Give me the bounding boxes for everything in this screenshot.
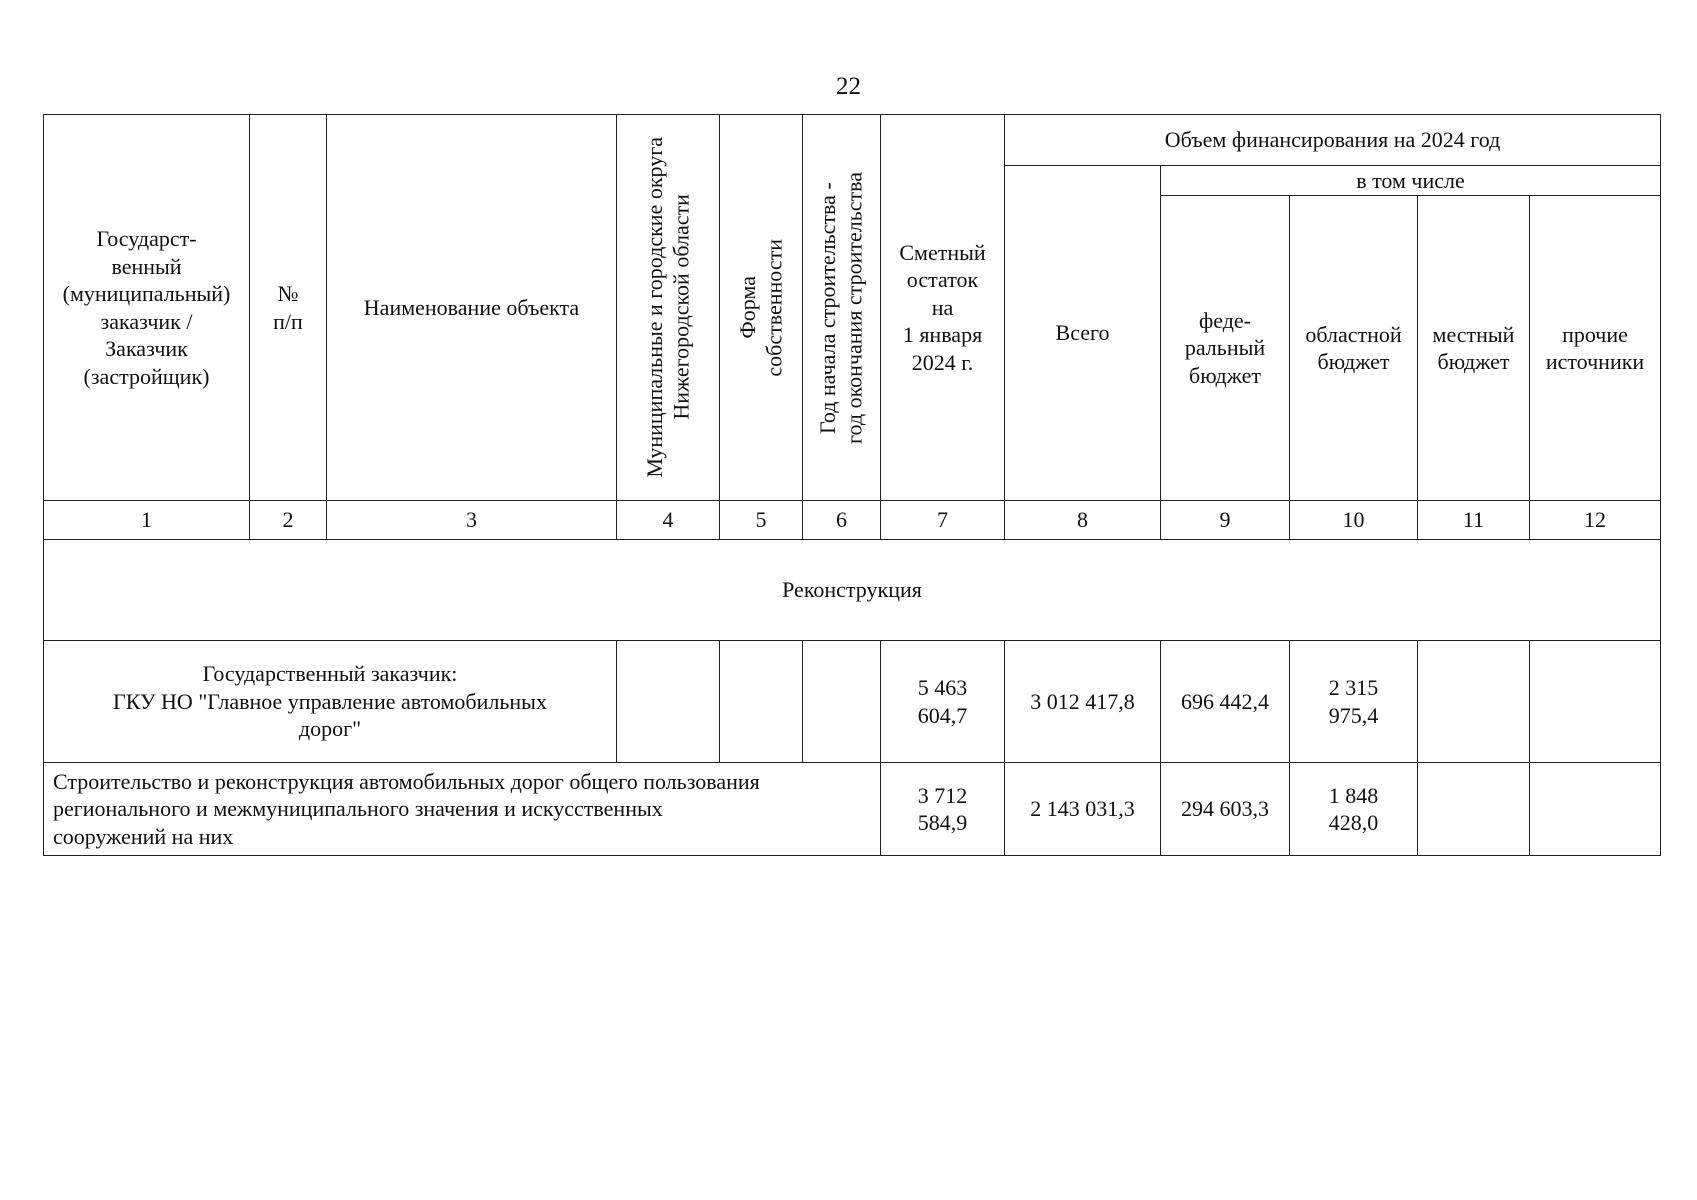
column-number: 11 — [1418, 501, 1530, 540]
header-total: Всего — [1005, 166, 1161, 501]
local-value — [1418, 641, 1530, 763]
column-number: 12 — [1530, 501, 1661, 540]
other-value — [1530, 641, 1661, 763]
other-value — [1530, 763, 1661, 856]
column-number: 3 — [327, 501, 617, 540]
column-number: 6 — [803, 501, 881, 540]
header-customer: Государст- венный (муниципальный) заказчик / Заказчик (застройщик) — [44, 115, 250, 501]
header-local: местный бюджет — [1418, 196, 1530, 501]
column-number: 7 — [881, 501, 1005, 540]
customer-name: Государственный заказчик: ГКУ НО "Главное управление автомобильных дорог" — [44, 641, 617, 763]
header-object-name: Наименование объекта — [327, 115, 617, 501]
customer-row — [44, 641, 1661, 763]
local-value — [1418, 763, 1530, 856]
column-number: 4 — [617, 501, 720, 540]
empty-cell — [617, 641, 720, 763]
header-estimate: Сметный остаток на 1 января 2024 г. — [881, 115, 1005, 501]
regional-value: 1 848 428,0 — [1290, 763, 1418, 856]
header-years: Год начала строительства - год окончания строительства — [803, 115, 881, 501]
header-number: № п/п — [250, 115, 327, 501]
column-number: 10 — [1290, 501, 1418, 540]
column-number: 1 — [44, 501, 250, 540]
empty-cell — [803, 641, 881, 763]
empty-cell — [720, 641, 803, 763]
federal-value: 294 603,3 — [1161, 763, 1290, 856]
column-number: 9 — [1161, 501, 1290, 540]
estimate-value: 5 463 604,7 — [881, 641, 1005, 763]
federal-value: 696 442,4 — [1161, 641, 1290, 763]
total-value: 2 143 031,3 — [1005, 763, 1161, 856]
section-title: Реконструкция — [44, 540, 1661, 641]
column-number: 2 — [250, 501, 327, 540]
header-funding: Объем финансирования на 2024 год — [1005, 115, 1661, 166]
header-regional: областной бюджет — [1290, 196, 1418, 501]
column-number: 8 — [1005, 501, 1161, 540]
total-value: 3 012 417,8 — [1005, 641, 1161, 763]
header-other: прочие источники — [1530, 196, 1661, 501]
regional-value: 2 315 975,4 — [1290, 641, 1418, 763]
column-number-row — [44, 501, 1661, 540]
header-including: в том числе — [1161, 166, 1661, 196]
page-number: 22 — [836, 73, 861, 100]
financing-table — [43, 114, 1661, 856]
header-municipalities: Муниципальные и городские округа Нижегородской области — [617, 115, 720, 501]
program-row — [44, 763, 1661, 856]
header-federal: феде- ральный бюджет — [1161, 196, 1290, 501]
column-number: 5 — [720, 501, 803, 540]
program-name: Строительство и реконструкция автомобильных дорог общего пользования регионального и межмуниципального значения и искусственных сооружений на них — [44, 763, 881, 856]
estimate-value: 3 712 584,9 — [881, 763, 1005, 856]
header-ownership: Форма собственности — [720, 115, 803, 501]
